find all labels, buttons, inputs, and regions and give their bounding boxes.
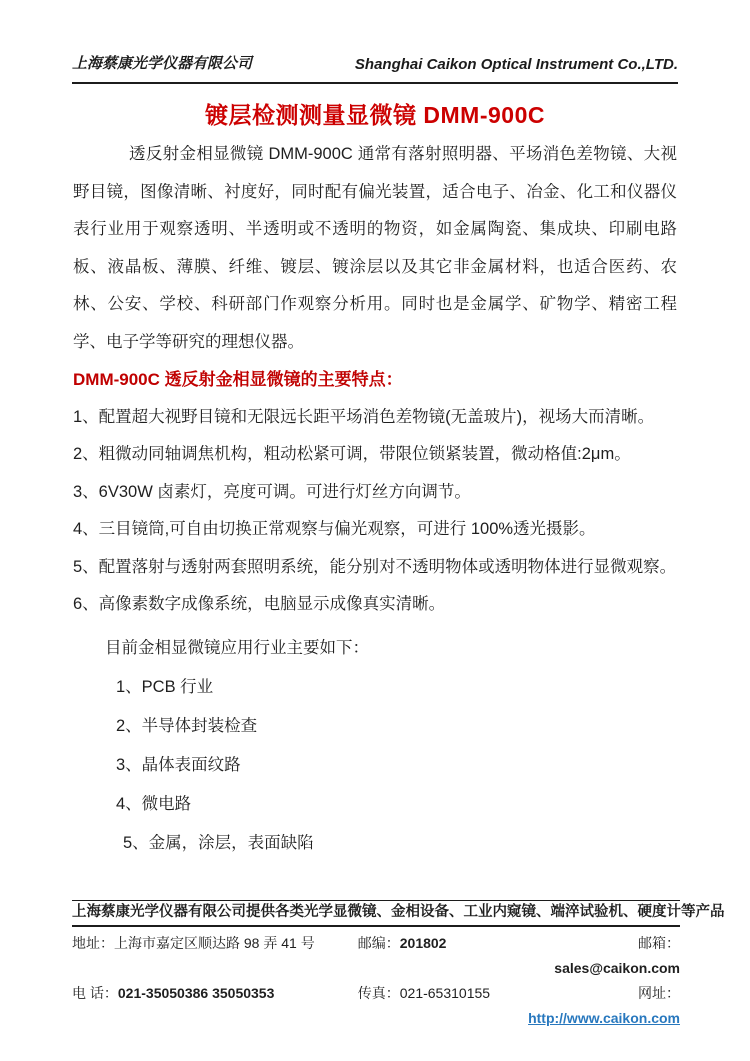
page-title: 镀层检测测量显微镜 DMM-900C: [205, 102, 545, 128]
footer-contact-rows: [72, 927, 680, 1031]
address-value: 上海市嘉定区顺达路 98 弄 41 号: [114, 935, 315, 951]
email-value: sales@caikon.com: [554, 960, 680, 976]
website-label: 网址：: [638, 985, 680, 1001]
email-label: 邮箱：: [638, 935, 680, 951]
phone-label: 电 话：: [72, 985, 118, 1001]
address-cell: [72, 931, 358, 981]
applications-list: [73, 668, 677, 863]
page-footer: [72, 900, 725, 1031]
feature-item: 2、粗微动同轴调焦机构，粗动松紧可调，带限位锁紧装置，微动格值:2μm。: [73, 445, 631, 463]
fax-value: 021-65310155: [399, 985, 491, 1001]
company-name-cn: 上海蔡康光学仪器有限公司: [72, 55, 253, 72]
email-cell: [516, 931, 680, 981]
intro-paragraph: 透反射金相显微镜 DMM-900C 通常有落射照明器、平场消色差物镜、大视野目镜，图像清晰、衬度好，同时配有偏光装置，适合电子、冶金、化工和仪器仪表行业用于观察透明、半透明或不透明的物资，如金属陶瓷、集成块、印刷电路板、液晶板、薄膜、纤维、镀层、镀涂层以及其它非金属材料，也适合医药、农林、公安、学校、科研部门作观察分析用。同时也是金属学、矿物学、精密工程学、电子学等研究的理想仪器。: [73, 145, 677, 351]
application-item: 4、微电路: [116, 794, 192, 813]
fax-cell: [358, 981, 516, 1031]
phone-cell: [72, 981, 358, 1031]
document-body: [73, 136, 677, 863]
address-label: 地址：: [72, 935, 114, 951]
features-heading: DMM-900C 透反射金相显微镜的主要特点：: [73, 370, 403, 389]
fax-label: 传真：: [357, 985, 400, 1001]
applications-heading: 目前金相显微镜应用行业主要如下：: [105, 638, 369, 657]
website-cell: [516, 981, 680, 1031]
zip-cell: [358, 931, 516, 981]
company-name-en: Shanghai Caikon Optical Instrument Co.,LTD.: [354, 56, 678, 73]
footer-tagline: 上海蔡康光学仪器有限公司提供各类光学显微镜、金相设备、工业内窥镜、端淬试验机、硬度计等产品: [72, 900, 680, 927]
application-item: 3、晶体表面纹路: [116, 755, 241, 774]
page-header: [72, 0, 678, 84]
application-item: 1、PCB 行业: [116, 677, 214, 696]
feature-item: 1、配置超大视野目镜和无限远长距平场消色差物镜(无盖玻片)，视场大而清晰。: [73, 407, 655, 426]
feature-item: 5、配置落射与透射两套照明系统，能分别对不透明物体或透明物体进行显微观察。: [73, 557, 677, 576]
footer-row-2: [72, 981, 680, 1031]
zip-label: 邮编：: [357, 935, 400, 951]
feature-item: 4、三目镜筒,可自由切换正常观察与偏光观察，可进行 100%透光摄影。: [73, 520, 596, 538]
website-link[interactable]: http://www.caikon.com: [528, 1010, 680, 1026]
phone-value: 021-35050386 35050353: [117, 985, 275, 1001]
footer-row-1: [72, 931, 680, 981]
zip-value: 201802: [399, 935, 447, 951]
application-item: 5、金属，涂层，表面缺陷: [123, 833, 314, 852]
application-item: 2、半导体封装检查: [116, 716, 258, 735]
feature-item: 3、6V30W 卤素灯，亮度可调。可进行灯丝方向调节。: [73, 482, 471, 501]
feature-item: 6、高像素数字成像系统，电脑显示成像真实清晰。: [73, 595, 446, 613]
